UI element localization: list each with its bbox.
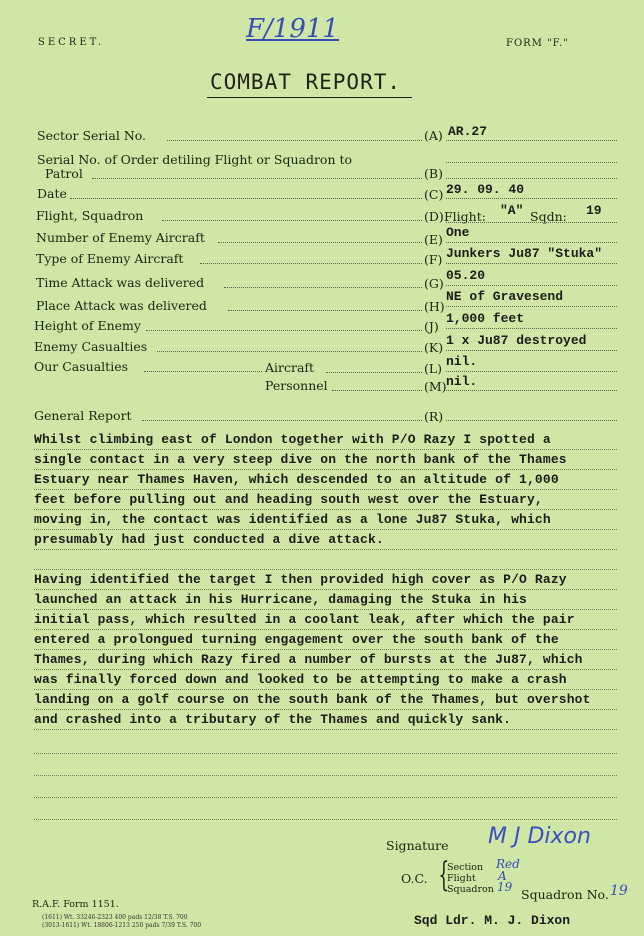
report-line: feet before pulling out and heading south west over the Estuary, <box>34 492 543 507</box>
flight-label-footer: Flight <box>447 873 476 884</box>
report-line: and crashed into a tributary of the Thames and quickly sank. <box>34 712 512 727</box>
field-leader <box>146 330 422 331</box>
field-leader <box>157 351 422 352</box>
flight-label: Flight: <box>444 209 486 224</box>
field-code-j: (J) <box>424 319 439 334</box>
oc-label: O.C. <box>401 871 428 886</box>
field-code-b: (B) <box>424 166 443 181</box>
ruled-line <box>34 819 617 820</box>
field-leader <box>144 371 262 372</box>
field-code-d: (D) <box>424 209 444 224</box>
field-value-aircraft-casualties: nil. <box>446 354 478 369</box>
field-leader <box>326 372 422 373</box>
field-leader <box>142 420 422 421</box>
ruled-line <box>34 797 617 798</box>
field-value-date: 29. 09. 40 <box>446 182 525 197</box>
field-leader <box>200 263 422 264</box>
section-value: Red <box>496 857 520 871</box>
field-leader <box>162 220 422 221</box>
ruled-line <box>34 629 617 630</box>
value-line <box>446 306 617 307</box>
squadron-value-footer: 19 <box>497 880 513 894</box>
field-leader <box>218 242 422 243</box>
field-label-sector-serial: Sector Serial No. <box>37 128 147 143</box>
flight-value-footer: A <box>498 869 507 883</box>
value-line <box>446 178 617 179</box>
field-leader <box>228 310 422 311</box>
field-label-flight-squadron: Flight, Squadron <box>36 208 144 223</box>
field-value-personnel-casualties: nil. <box>446 374 478 389</box>
squadron-no-label: Squadron No. <box>521 887 609 902</box>
report-line: Estuary near Thames Haven, which descended to an altitude of 1,000 <box>34 472 559 487</box>
report-line: Thames, during which Razy fired a number of bursts at the Ju87, which <box>34 652 583 667</box>
ruled-line <box>34 569 617 570</box>
field-code-k: (K) <box>424 340 444 355</box>
form-number: R.A.F. Form 1151. <box>32 899 119 910</box>
field-code-e: (E) <box>424 232 443 247</box>
value-line <box>446 420 617 421</box>
field-label-type-enemy: Type of Enemy Aircraft <box>36 251 184 266</box>
squadron-no-value: 19 <box>610 883 628 899</box>
typed-name: Sqd Ldr. M. J. Dixon <box>414 913 571 928</box>
signature-label: Signature <box>386 838 449 853</box>
ruled-line <box>34 509 617 510</box>
field-label-order-serial-cont: Patrol <box>45 166 83 181</box>
field-value-height-enemy: 1,000 feet <box>446 311 525 326</box>
title-underline <box>207 97 412 98</box>
field-label-height-enemy: Height of Enemy <box>34 318 141 333</box>
field-code-g: (G) <box>424 276 444 291</box>
value-line <box>446 371 617 372</box>
report-line: Whilst climbing east of London together with P/O Razy I spotted a <box>34 432 551 447</box>
field-label-date: Date <box>37 186 67 201</box>
report-line: single contact in a very steep dive on the north bank of the Thames <box>34 452 567 467</box>
ruled-line <box>34 609 617 610</box>
file-reference: F/1911 <box>246 14 339 44</box>
report-line: Having identified the target I then provided high cover as P/O Razy <box>34 572 567 587</box>
field-label-order-serial: Serial No. of Order detiling Flight or Squadron to <box>37 152 353 167</box>
ruled-line <box>34 549 617 550</box>
squadron-label-footer: Squadron <box>447 884 494 895</box>
field-leader <box>224 287 422 288</box>
field-leader <box>92 178 422 179</box>
value-line <box>446 328 617 329</box>
ruled-line <box>34 775 617 776</box>
field-code-l: (L) <box>424 361 443 376</box>
field-label-place-attack: Place Attack was delivered <box>36 298 207 313</box>
field-label-general-report: General Report <box>34 408 132 423</box>
report-line: presumably had just conducted a dive attack. <box>34 532 384 547</box>
print-line-2: (3013-1611) Wt. 18806-1213 250 pads 7/39 T.S. 700 <box>42 922 202 929</box>
field-sublabel-personnel: Personnel <box>265 378 328 393</box>
value-line <box>446 285 617 286</box>
field-value-type-enemy: Junkers Ju87 "Stuka" <box>446 246 603 261</box>
brace-icon: { <box>438 855 450 895</box>
field-value-sector-serial: AR.27 <box>448 124 488 139</box>
ruled-line <box>34 709 617 710</box>
field-value-time-attack: 05.20 <box>446 268 486 283</box>
value-line <box>446 390 617 391</box>
section-label: Section <box>447 862 484 873</box>
print-line-1: (1611) Wt. 33246-2323 400 pads 12/38 T.S. 700 <box>42 914 188 921</box>
secret-label: SECRET. <box>38 37 105 48</box>
ruled-line <box>34 489 617 490</box>
sqdn-label: Sqdn: <box>530 209 567 224</box>
flight-value: "A" <box>500 203 524 218</box>
field-code-m: (M) <box>424 379 447 394</box>
ruled-line <box>34 589 617 590</box>
field-sublabel-aircraft: Aircraft <box>265 360 315 375</box>
value-line <box>446 222 617 223</box>
value-line <box>446 350 617 351</box>
value-line <box>446 198 617 199</box>
field-value-enemy-casualties: 1 x Ju87 destroyed <box>446 333 587 348</box>
ruled-line <box>34 469 617 470</box>
ruled-line <box>34 529 617 530</box>
field-label-time-attack: Time Attack was delivered <box>36 275 205 290</box>
ruled-line <box>34 449 617 450</box>
form-label: FORM "F." <box>506 38 569 49</box>
value-line <box>446 162 617 163</box>
value-line <box>446 140 617 141</box>
value-line <box>446 263 617 264</box>
field-code-h: (H) <box>424 299 445 314</box>
report-line: launched an attack in his Hurricane, damaging the Stuka in his <box>34 592 527 607</box>
field-code-f: (F) <box>424 252 443 267</box>
field-label-enemy-casualties: Enemy Casualties <box>34 339 148 354</box>
report-line: landing on a golf course on the south bank of the Thames, but overshot <box>34 692 591 707</box>
report-line: initial pass, which resulted in a coolant leak, after which the pair <box>34 612 575 627</box>
field-code-a: (A) <box>424 128 443 143</box>
field-label-our-casualties: Our Casualties <box>34 359 129 374</box>
sqdn-value: 19 <box>586 203 602 218</box>
field-value-number-enemy: One <box>446 225 470 240</box>
ruled-line <box>34 689 617 690</box>
signature: M J Dixon <box>488 824 591 849</box>
report-line: was finally forced down and looked to be attempting to make a crash <box>34 672 567 687</box>
field-code-r: (R) <box>424 409 444 424</box>
ruled-line <box>34 729 617 730</box>
field-value-place-attack: NE of Gravesend <box>446 289 564 304</box>
value-line <box>446 242 617 243</box>
page-title: COMBAT REPORT. <box>210 70 402 94</box>
field-leader <box>70 198 422 199</box>
field-leader <box>332 390 422 391</box>
ruled-line <box>34 649 617 650</box>
field-code-c: (C) <box>424 187 444 202</box>
field-label-number-enemy: Number of Enemy Aircraft <box>36 230 205 245</box>
ruled-line <box>34 669 617 670</box>
ruled-line <box>34 753 617 754</box>
report-line: moving in, the contact was identified as a lone Ju87 Stuka, which <box>34 512 551 527</box>
report-line: entered a prolongued turning engagement over the south bank of the <box>34 632 559 647</box>
field-leader <box>167 140 422 141</box>
